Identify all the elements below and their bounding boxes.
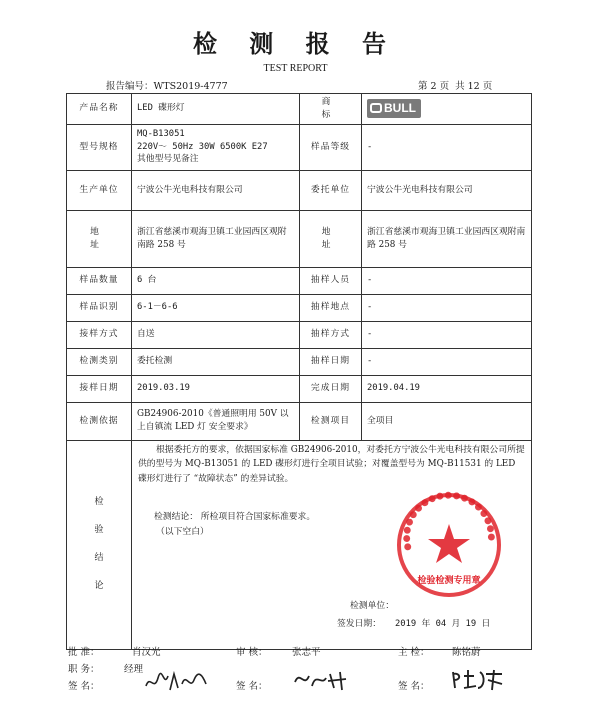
quantity-value: 6 台 [132,267,300,294]
client-address-value: 浙江省慈溪市观海卫镇工业园西区观附南路 258 号 [362,210,532,267]
trademark-cell [362,94,532,125]
issue-date-value: 2019 年 04 月 19 日 [395,618,491,629]
receive-date-value: 2019.03.19 [132,375,300,402]
sample-place-label: 抽样地点 [300,294,362,321]
report-number-value: WTS2019-4777 [153,81,228,92]
brand-mark-icon [370,103,382,113]
basis-label: 检测依据 [67,402,132,440]
sign-label-approve: 签 名： [68,681,100,692]
issue-date-label: 签发日期： [337,618,381,629]
page-number [418,78,498,92]
test-type-label: 检测类别 [67,348,132,375]
items-value: 全项目 [362,402,532,440]
product-name-value: LED 碟形灯 [132,94,300,125]
producer-label: 生产单位 [67,170,132,210]
producer-address-label: 地 址 [67,210,132,267]
conclusion-blank-note: （以下空白） [156,526,209,537]
report-title: 检 测 报 告 [192,29,399,58]
grade-value: - [362,124,532,170]
sample-method-value: - [362,321,532,348]
conclusion-label: 检 验 结 论 [67,440,132,649]
official-seal [394,490,504,600]
sampler-label: 抽样人员 [300,267,362,294]
finish-date-label: 完成日期 [300,375,362,402]
seal-text: 检验检测专用章 [417,576,481,586]
approve-title-label: 职 务： [68,664,100,675]
page-total: 共 12 页 [455,81,493,92]
svg-text:●●●●●●●●●●●●●●●●●●: ●●●●●●●●●●●●●●●●●● [401,490,497,552]
sign-label-review: 签 名： [236,681,268,692]
producer-value: 宁波公牛光电科技有限公司 [132,170,300,210]
approver-signature [142,666,212,696]
quantity-label: 样品数量 [67,267,132,294]
sample-date-value: - [362,348,532,375]
receive-method-value: 自送 [132,321,300,348]
client-address-label: 地 址 [300,210,362,267]
conclusion-paragraph: 根据委托方的要求，依据国家标准 GB24906-2010，对委托方宁波公牛光电科技有限公司所提供的型号为 MQ-B13051 的 LED 碟形灯进行全项目试验；对覆盖型号为 MQ-B11531 的 LED 碟形灯进行了 “故障状态” 的差异试验。 [138,444,525,484]
main-inspector-name: 陈铭蔚 [452,647,481,658]
report-number-label: 报告编号： [106,81,154,92]
sign-label-main: 签 名： [398,681,430,692]
sampler-value: - [362,267,532,294]
receive-date-label: 接样日期 [67,375,132,402]
review-name: 张志平 [292,647,321,658]
sample-id-value: 6-1－6-6 [132,294,300,321]
basis-value: GB24906-2010《普通照明用 50V 以上自镇流 LED 灯 安全要求》 [132,402,300,440]
finish-date-value: 2019.04.19 [362,375,532,402]
approve-name: 肖汉光 [132,647,161,658]
review-label: 审 核： [236,647,268,658]
report-number [106,78,228,92]
approve-title: 经理 [124,664,144,675]
client-value: 宁波公牛光电科技有限公司 [362,170,532,210]
issue-date [337,617,490,632]
conclusion-result: 检测结论： 所检项目符合国家标准要求。 [154,511,316,522]
sample-date-label: 抽样日期 [300,348,362,375]
items-label: 检测项目 [300,402,362,440]
reviewer-signature [292,666,352,692]
product-name-label: 产品名称 [67,94,132,125]
test-type-value: 委托检测 [132,348,300,375]
grade-label: 样品等级 [300,124,362,170]
sample-place-value: - [362,294,532,321]
page-current: 第 2 页 [418,81,450,92]
main-inspector-label: 主 检： [398,647,430,658]
sample-method-label: 抽样方式 [300,321,362,348]
test-unit-label: 检测单位： [350,600,394,611]
model-label: 型号规格 [67,124,132,170]
approve-label: 批 准： [68,647,100,658]
client-label: 委托单位 [300,170,362,210]
receive-method-label: 接样方式 [67,321,132,348]
report-subtitle: TEST REPORT [263,63,328,74]
model-value: MQ-B13051 220V～ 50Hz 30W 6500K E27 其他型号见备注 [132,124,300,170]
inspector-signature [450,666,506,692]
producer-address-value: 浙江省慈溪市观海卫镇工业园西区观附南路 258 号 [132,210,300,267]
trademark-label: 商 标 [300,94,362,125]
brand-logo: BULL [367,99,421,118]
sample-id-label: 样品识别 [67,294,132,321]
